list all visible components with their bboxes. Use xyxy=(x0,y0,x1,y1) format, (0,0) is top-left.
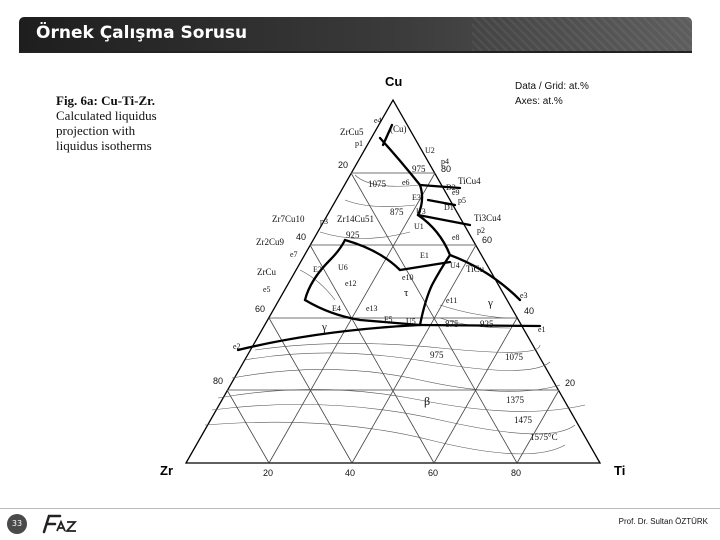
figure-system: Cu-Ti-Zr. xyxy=(101,93,155,108)
phase-label: γ xyxy=(322,321,327,333)
ternary-triangle-outline xyxy=(186,100,600,463)
corner-label-right: Ti xyxy=(614,463,626,478)
phase-label: τ xyxy=(404,287,409,299)
point-label: E1 xyxy=(420,251,429,260)
figure-caption-body: Calculated liquidus projection with liquidus isotherms xyxy=(56,108,157,153)
point-label: e5 xyxy=(263,285,271,294)
point-label: U5 xyxy=(406,317,416,326)
isotherm-label: 1475 xyxy=(514,415,532,425)
bottom-tick: 40 xyxy=(345,468,356,478)
bottom-tick: 80 xyxy=(511,468,522,478)
phase-label: β xyxy=(424,394,431,408)
point-label: p1 xyxy=(355,139,363,148)
point-label: e3 xyxy=(520,291,528,300)
isotherm-label: 925 xyxy=(346,230,360,240)
isotherm-label: 925 xyxy=(480,319,494,329)
left-axis-ticks xyxy=(213,160,348,386)
page-title: Örnek Çalışma Sorusu xyxy=(36,23,248,43)
point-label: F5 xyxy=(384,315,393,324)
phase-label: Zr14Cu51 xyxy=(337,214,374,224)
isotherm-label: 1575°C xyxy=(530,432,558,442)
phase-label: Zr2Cu9 xyxy=(256,237,284,247)
point-label: e10 xyxy=(402,273,414,282)
faz-logo-icon xyxy=(40,513,80,535)
left-tick: 20 xyxy=(338,160,349,170)
corner-label-left: Zr xyxy=(160,463,173,478)
phase-label: TiCu xyxy=(466,264,485,274)
point-label: e8 xyxy=(452,233,460,242)
bottom-tick: 20 xyxy=(263,468,274,478)
corner-label-top: Cu xyxy=(385,74,403,89)
right-tick: 20 xyxy=(565,378,576,388)
page-number: 33 xyxy=(7,514,27,534)
right-tick: 40 xyxy=(524,306,535,316)
phase-label: Zr7Cu10 xyxy=(272,214,305,224)
phase-label: Ti3Cu4 xyxy=(474,213,502,223)
author-name: Prof. Dr. Sultan ÖZTÜRK xyxy=(618,517,708,526)
point-label: U6 xyxy=(338,263,348,272)
bottom-tick: 60 xyxy=(428,468,439,478)
phase-label: γ xyxy=(488,297,493,309)
point-label: U4 xyxy=(450,261,460,270)
isotherm-label: 975 xyxy=(430,350,444,360)
point-label: e9 xyxy=(452,188,460,197)
phase-label: (Cu) xyxy=(390,124,407,134)
point-label: E2 xyxy=(313,265,322,274)
invariant-point-labels xyxy=(233,116,546,351)
isotherm-label: 875 xyxy=(445,319,459,329)
point-label: e7 xyxy=(290,250,298,259)
isotherm-label: 1075 xyxy=(505,352,523,362)
point-label: D1 xyxy=(444,203,454,212)
point-label: U1 xyxy=(414,222,424,231)
phase-label: ZrCu xyxy=(257,267,276,277)
point-label: p4 xyxy=(441,157,449,166)
point-label: E4 xyxy=(332,304,341,313)
isotherm-label: 975 xyxy=(412,164,426,174)
footer-divider xyxy=(0,508,720,509)
left-tick: 60 xyxy=(255,304,266,314)
right-tick: 60 xyxy=(482,235,493,245)
phase-label: ZrCu5 xyxy=(340,127,364,137)
right-tick: 80 xyxy=(441,164,452,174)
isotherm-label: 875 xyxy=(390,207,404,217)
isotherm-label: 1375 xyxy=(506,395,524,405)
point-label: U2 xyxy=(425,146,435,155)
left-tick: 80 xyxy=(213,376,224,386)
point-label: e6 xyxy=(402,178,410,187)
point-label: D2 xyxy=(446,183,456,192)
figure-number: Fig. 6a: xyxy=(56,93,98,108)
phase-label: TiCu4 xyxy=(458,176,481,186)
point-label: e13 xyxy=(366,304,378,313)
point-label: e12 xyxy=(345,279,357,288)
point-label: p3 xyxy=(320,217,328,226)
point-label: E3 xyxy=(412,193,421,202)
isotherm-label: 1075 xyxy=(368,179,386,189)
bottom-axis-ticks xyxy=(263,468,521,478)
isotherm-labels xyxy=(430,319,558,442)
point-label: e1 xyxy=(538,325,546,334)
point-label: p5 xyxy=(458,196,466,205)
point-label: U3 xyxy=(416,207,426,216)
point-label: e4 xyxy=(374,116,382,125)
point-label: e11 xyxy=(446,296,458,305)
left-tick: 40 xyxy=(296,232,307,242)
point-label: p2 xyxy=(477,226,485,235)
axes-label: Axes: at.% xyxy=(515,96,563,107)
data-grid-label: Data / Grid: at.% xyxy=(515,81,589,92)
point-label: e2 xyxy=(233,342,241,351)
